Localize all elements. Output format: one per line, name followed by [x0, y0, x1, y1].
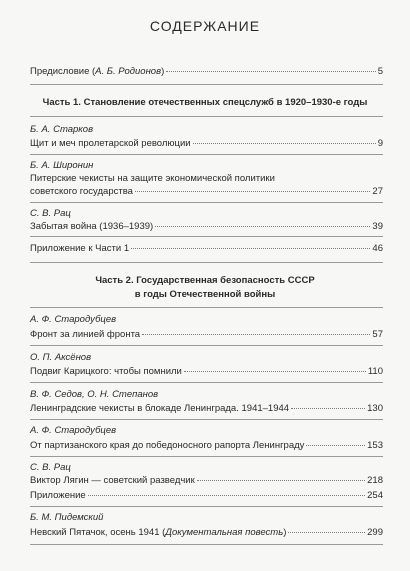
- page-number: 39: [372, 221, 383, 232]
- entry-author: В. Ф. Седов, О. Н. Степанов: [30, 389, 159, 400]
- leader-dots: [155, 226, 370, 227]
- leader-dots: [135, 191, 370, 192]
- entry-author: Б. А. Широнин: [30, 160, 94, 171]
- entry-author: С. В. Рац: [30, 208, 71, 219]
- toc-entry[interactable]: Щит и меч пролетарской революции 9: [30, 138, 383, 149]
- toc-entry[interactable]: Фронт за линией фронта 57: [30, 329, 383, 340]
- divider: [30, 84, 383, 85]
- leader-dots: [166, 71, 375, 72]
- page-number: 57: [372, 329, 383, 340]
- toc-entry[interactable]: советского государства 27: [30, 186, 383, 197]
- divider: [30, 307, 383, 308]
- page-number: 27: [372, 186, 383, 197]
- page-number: 153: [367, 440, 383, 451]
- leader-dots: [193, 143, 376, 144]
- entry-author: С. В. Рац: [30, 462, 71, 473]
- part-1-heading: Часть 1. Становление отечественных спецслужб в 1920–1930-е годы: [42, 97, 368, 108]
- leader-dots: [131, 248, 370, 249]
- entry-author: А. Ф. Стародубцев: [30, 425, 117, 436]
- leader-dots: [291, 408, 365, 409]
- page-number: 254: [367, 490, 383, 501]
- leader-dots: [197, 480, 365, 481]
- divider: [30, 154, 383, 155]
- entry-title-line: Питерские чекисты на защите экономической политики: [30, 173, 275, 184]
- page-number: 299: [367, 527, 383, 538]
- leader-dots: [306, 445, 365, 446]
- divider: [30, 506, 383, 507]
- entry-author: О. П. Аксёнов: [30, 352, 92, 363]
- page-number: 110: [367, 366, 383, 377]
- leader-dots: [142, 334, 370, 335]
- toc-entry[interactable]: Ленинградские чекисты в блокаде Ленинграда. 1941–1944 130: [30, 403, 383, 414]
- divider: [30, 345, 383, 346]
- divider: [30, 456, 383, 457]
- entry-title: Предисловие (А. Б. Родионов): [30, 66, 165, 77]
- entry-author: Б. М. Пидемский: [30, 512, 104, 523]
- leader-dots: [184, 371, 366, 372]
- toc-entry[interactable]: Приложение к Части 1 46: [30, 243, 383, 254]
- divider: [30, 382, 383, 383]
- divider: [30, 544, 383, 545]
- divider: [30, 236, 383, 237]
- toc-entry[interactable]: Подвиг Карицкого: чтобы помнили 110: [30, 366, 383, 377]
- part-2-heading: Часть 2. Государственная безопасность СССР в годы Отечественной войны: [95, 275, 315, 300]
- toc-entry[interactable]: От партизанского края до победоносного рапорта Ленинграду 153: [30, 440, 383, 451]
- toc-entry[interactable]: Виктор Лягин — советский разведчик 218: [30, 475, 383, 486]
- toc-entry-preface[interactable]: [30, 66, 383, 77]
- page-number: 9: [377, 138, 383, 149]
- toc-entry[interactable]: Невский Пятачок, осень 1941 (Документальная повесть) 299: [30, 527, 383, 538]
- leader-dots: [88, 495, 365, 496]
- page-number: 46: [372, 243, 383, 254]
- toc-entry[interactable]: Забытая война (1936–1939) 39: [30, 221, 383, 232]
- entry-author: Б. А. Старков: [30, 124, 94, 135]
- leader-dots: [288, 532, 365, 533]
- divider: [30, 202, 383, 203]
- page-title: СОДЕРЖАНИЕ: [149, 18, 261, 34]
- divider: [30, 262, 383, 263]
- toc-entry[interactable]: Приложение 254: [30, 490, 383, 501]
- page-number: 218: [367, 475, 383, 486]
- divider: [30, 116, 383, 117]
- page-number: 130: [367, 403, 383, 414]
- entry-author: А. Ф. Стародубцев: [30, 314, 117, 325]
- page-number: 5: [377, 66, 383, 77]
- divider: [30, 419, 383, 420]
